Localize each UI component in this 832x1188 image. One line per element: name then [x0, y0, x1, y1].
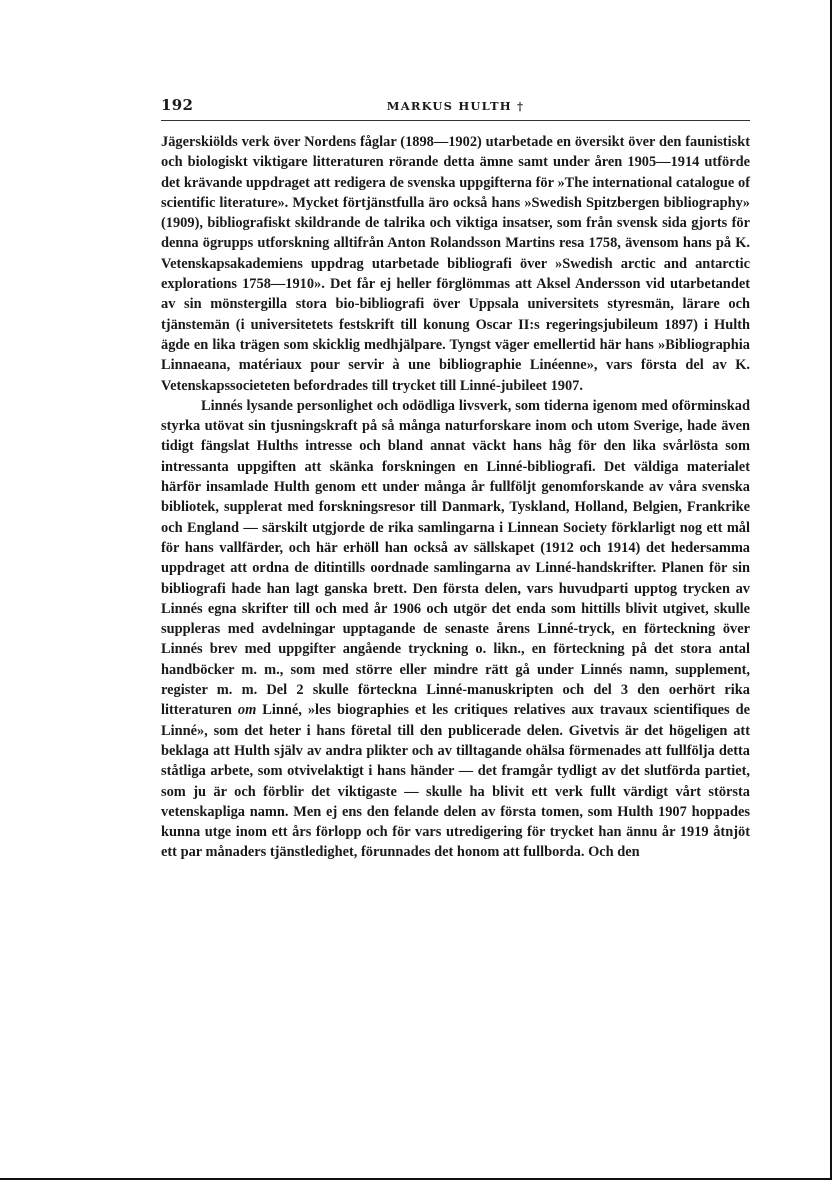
paragraph: Jägerskiölds verk över Nordens fåglar (1898—1902) utarbetade en översikt över den faunistiskt och biologiskt viktigare litteraturen rörande detta ämne samt under åren 1905—1914 utförde det krävande uppdraget att redigera de svenska uppgifterna för »The international catalogue of scientific literature». Mycket förtjänstfulla äro också hans »Swedish Spitzbergen bibliography» (1909), bibliografiskt skildrande de talrika och viktiga insatser, som från svensk sida gjorts för denna ögrupps utforskning alltifrån Anton Rolandsson Martins resa 1758, ävensom hans på K. Vetenskapsakademiens uppdrag utarbetade bibliografi över »Swedish arctic and antarctic explorations 1758—1910». Det får ej heller förglömmas att Aksel Andersson vid utarbetandet av sin mönstergilla stora bio-bibliografi över Uppsala universitets styresmän, lärare och tjänstemän (i universitetets festskrift till konung Oscar II:s regeringsjubileum 1897) i Hulth ägde en lika trägen som skicklig medhjälpare. Tyngst väger emellertid här hans »Bibliographia Linnaeana, matériaux pour servir à une bibliographie Linéenne», vars första del av K. Vetenskapssocieteten befordrades till trycket till Linné-jubileet 1907.	[161, 134, 750, 394]
emphasis-text: om	[237, 702, 257, 719]
body-text	[161, 132, 750, 863]
paragraph-text: Linnés lysande personlighet och odödliga livsverk, som tiderna igenom med oförminskad styrka utövat sin tjusningskraft på så många naturforskare inom och utom Sverige, hade även tidigt fängslat Hulths intresse och bland annat väckt hans håg för den lika svårlösta som intressanta uppgiften att skänka forskningen en Linné-bibliografi. Det väldiga materialet härför insamlade Hulth genom ett under många år fullföljt genomforskande av våra svenska bibliotek, supplerat med forskningsresor till Danmark, Tyskland, Holland, Belgien, Frankrike och England — särskilt utgjorde de rika samlingarna i Linnean Society förklarligt nog ett mål för hans vallfärder, och här erhöll han också av sällskapet (1912 och 1914) det hedersamma uppdraget att ordna de ditintills oordnade samlingarna av Linné-handskrifter. Planen för sin bibliografi hade han lagt ganska brett. Den första delen, vars huvudparti upptog trycken av Linnés egna skrifter till och med år 1906 och utgör det enda som hittills blivit utgivet, skulle suppleras med avdelningar upptagande de senaste årens Linné-tryck, en förteckning över Linnés brev med uppgifter angående tryckning o. likn., en förteckning på det stora antal handböcker m. m., som med större eller mindre rätt gå under Linnés namn, supplement, register m. m. Del 2 skulle förteckna Linné-manuskripten och del 3 den oerhört rika litteraturen	[161, 397, 750, 719]
page-header	[161, 96, 750, 121]
running-head: MARKUS HULTH †	[386, 99, 525, 113]
paragraph	[161, 396, 750, 863]
page-number: 192	[161, 96, 194, 114]
paragraph-text: Linné, »les biographies et les critiques relatives aux travaux scientifiques de Linné», som det heter i hans företal till den publicerade delen. Givetvis är det högeligen att beklaga att Hulth själv av andra plikter och av tilltagande ohälsa förmenades att fullfölja detta ståtliga arbete, som otvivelaktigt i hans händer — det framgår tydligt av det slutförda partiet, som ju är och förblir det viktigaste — skulle ha blivit ett verk fullt värdigt vårt största vetenskapliga namn. Men ej ens den felande delen av första tomen, som Hulth 1907 hoppades kunna utge inom ett års förlopp och för vars utredigering för trycket han ännu år 1919 åtnjöt ett par månaders tjänstledighet, förunnades det honom att fullborda. Och den	[161, 702, 750, 861]
